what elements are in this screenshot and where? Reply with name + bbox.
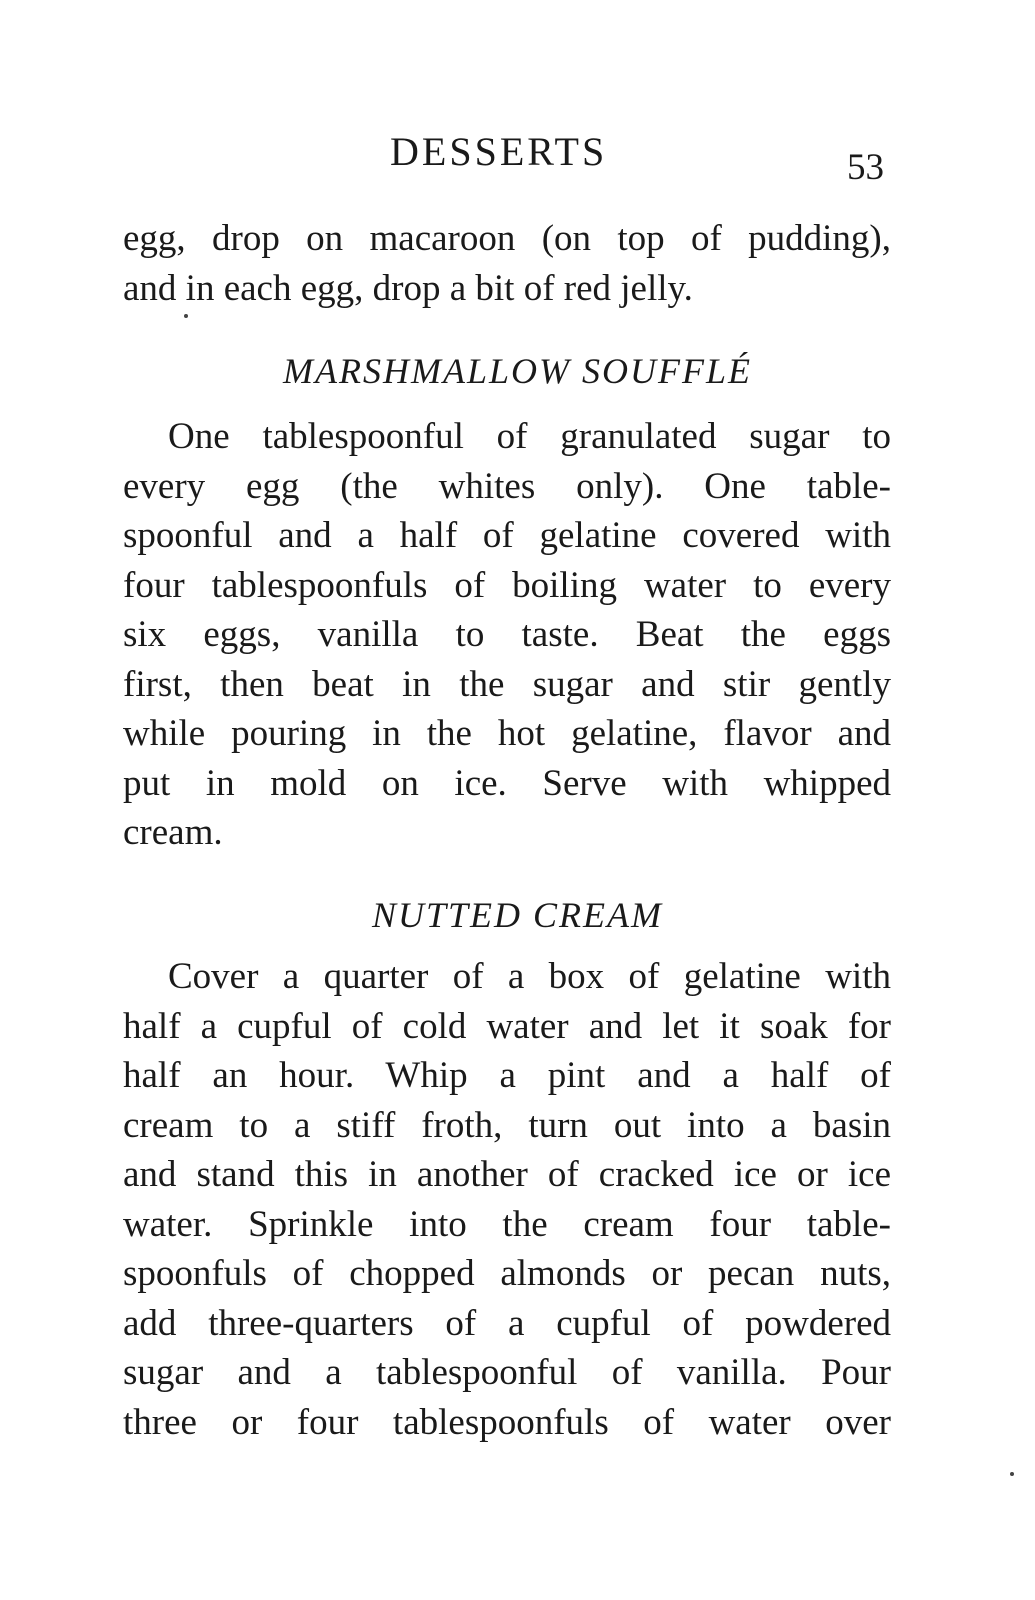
text-line: put in mold on ice. Serve with whipped	[123, 762, 891, 804]
text-line: spoonfuls of chopped almonds or pecan nuts,	[123, 1253, 891, 1294]
text-line: six eggs, vanilla to taste. Beat the eggs	[123, 614, 891, 655]
text-line: half an hour. Whip a pint and a half of	[123, 1055, 891, 1096]
text-line: egg, drop on macaroon (on top of pudding),	[123, 218, 891, 259]
text-line: first, then beat in the sugar and stir gently	[123, 663, 891, 705]
text-line: sugar and a tablespoonful of vanilla. Pour	[123, 1352, 891, 1393]
running-head-title: DESSERTS	[390, 129, 608, 174]
marshmallow-souffle-paragraph	[123, 412, 891, 858]
page-number: 53	[847, 147, 884, 188]
text-line: One tablespoonful of granulated sugar to	[168, 416, 891, 457]
text-line: and in each egg, drop a bit of red jelly.	[123, 267, 693, 309]
text-line: water. Sprinkle into the cream four table-	[123, 1203, 891, 1245]
intro-paragraph	[123, 214, 891, 313]
nutted-cream-paragraph	[123, 952, 891, 1447]
text-line: every egg (the whites only). One table-	[123, 465, 891, 507]
text-line: and stand this in another of cracked ice or ice	[123, 1154, 891, 1195]
text-line: cream.	[123, 812, 223, 853]
text-line: add three-quarters of a cupful of powdered	[123, 1302, 891, 1344]
text-line: while pouring in the hot gelatine, flavor and	[123, 713, 891, 754]
text-line: half a cupful of cold water and let it soak for	[123, 1005, 891, 1047]
recipe-title-nutted-cream: NUTTED CREAM	[371, 895, 663, 935]
text-line: Cover a quarter of a box of gelatine with	[168, 956, 891, 997]
recipe-title-marshmallow-souffle: MARSHMALLOW SOUFFLÉ	[283, 351, 752, 391]
text-line: cream to a stiff froth, turn out into a basin	[123, 1104, 891, 1146]
text-line: spoonful and a half of gelatine covered with	[123, 515, 891, 556]
text-line: three or four tablespoonfuls of water over	[123, 1401, 891, 1443]
text-line: four tablespoonfuls of boiling water to every	[123, 564, 891, 606]
print-speck	[1010, 1472, 1014, 1476]
print-speck	[184, 314, 188, 318]
